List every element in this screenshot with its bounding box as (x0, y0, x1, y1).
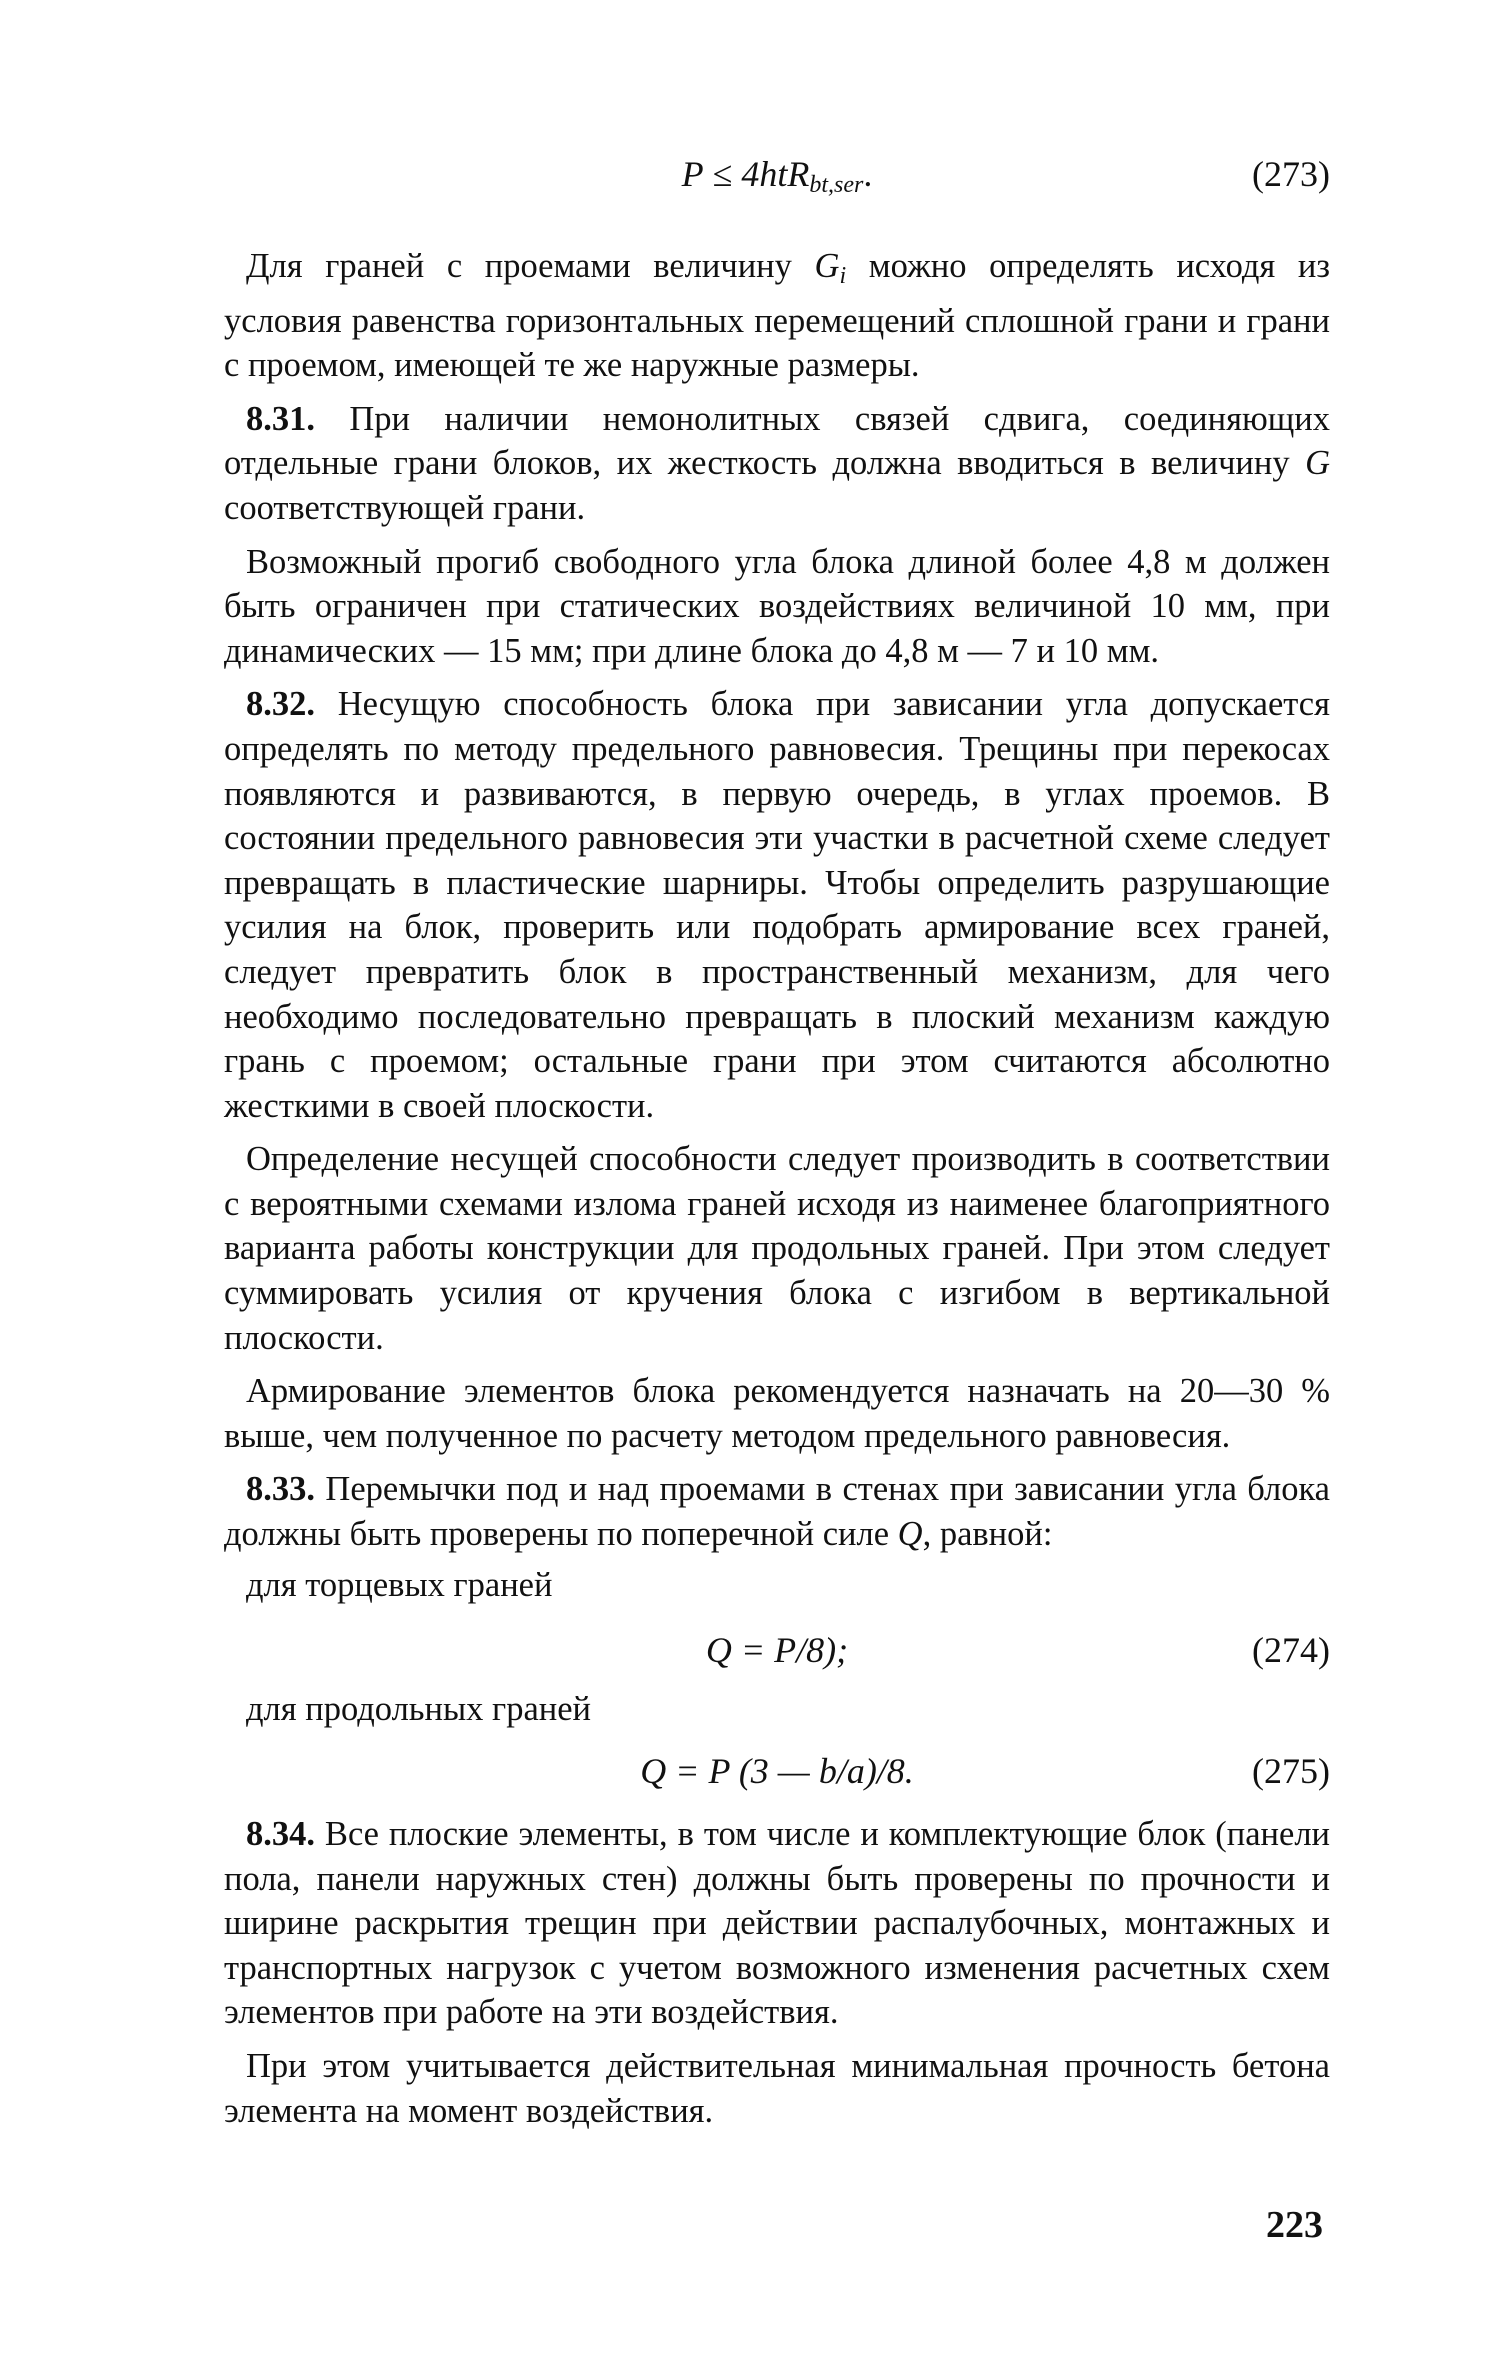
section-number-8-34: 8.34. (246, 1815, 315, 1853)
variable-g: G (814, 247, 840, 285)
body-text-end (224, 1812, 1330, 2142)
section-8-32-text: Несущую способность блока при зависании угла допускается определять по методу предельного равновесия. Трещины при перекосах появляются и развиваются, в первую очередь, в углах проемов. В состоянии предельного равновесия эти участки в расчетной схеме следует превращать в пластические шарниры. Чтобы определить разрушающие усилия на блок, проверить или подобрать армирование всех граней, следует превратить блок в пространственный механизм, для чего необходимо последовательно превращать в плоский механизм каждую грань с проемом; остальные грани при этом считаются абсолютно жесткими в своей плоскости. (224, 685, 1330, 1125)
section-8-33 (224, 1467, 1330, 1556)
section-number-8-31: 8.31. (246, 399, 315, 438)
section-number-8-33: 8.33. (246, 1470, 315, 1509)
paragraph-reinforcement: Армирование элементов блока рекомендуется назначать на 20—30 % выше, чем полученное по расчету методом предельного равновесия. (224, 1372, 1330, 1455)
section-8-31 (224, 397, 1330, 531)
label-end-faces-block (224, 1563, 1330, 1617)
label-long-faces: для продольных граней (246, 1690, 591, 1728)
paragraph-gi (224, 244, 1330, 388)
paragraph-deflection: Возможный прогиб свободного угла блока длиной более 4,8 м должен быть ограничен при статических воздействиях величиной 10 мм, при динамических — 15 мм; при длине блока до 4,8 м — 7 и 10 мм. (224, 542, 1330, 670)
formula-273-rhs: 4htR (741, 154, 810, 194)
variable-g-subscript: i (839, 263, 847, 289)
variable-g-8-31: G (1305, 444, 1330, 483)
section-8-33-post: , равной: (922, 1515, 1053, 1554)
section-8-33-pre: Перемычки под и над проемами в стенах при зависании угла блока должны быть проверены по поперечной силе (224, 1470, 1330, 1554)
paragraph-gi-pre: Для граней с проемами величину (246, 247, 815, 285)
page-number: 223 (1266, 2204, 1323, 2246)
paragraph-gi-post: можно определять исходя из условия равенства горизонтальных перемещений сплошной грани и грани с проемом, имеющей те же наружные размеры. (224, 247, 1330, 385)
label-end-faces: для торцевых граней (246, 1566, 553, 1604)
formula-273-relation: ≤ (703, 154, 742, 194)
formula-274-number: (274) (1252, 1630, 1330, 1670)
formula-273-lhs: P (681, 154, 704, 194)
formula-273-subscript: bt,ser (809, 172, 864, 198)
formula-275-expression: Q = P (3 — b/a)/8. (640, 1751, 914, 1791)
formula-273-expression (224, 146, 1330, 213)
paragraph-final: При этом учитывается действительная минимальная прочность бетона элемента на момент воздействия. (224, 2046, 1330, 2130)
formula-273-tail: . (863, 154, 873, 194)
variable-q: Q (897, 1515, 923, 1554)
body-text-main (224, 244, 1330, 1557)
section-8-31-pre: При наличии немонолитных связей сдвига, соединяющих отдельные грани блоков, их жесткость должна вводиться в величину (224, 399, 1330, 483)
formula-273 (224, 146, 1330, 202)
formula-275 (224, 1743, 1330, 1799)
paragraph-capacity: Определение несущей способности следует производить в соответствии с вероятными схемами излома граней исходя из наименее благоприятного варианта работы конструкции для продольных граней. При этом следует суммировать усилия от кручения блока с изгибом в вертикальной плоскости. (224, 1140, 1330, 1357)
formula-275-number: (275) (1252, 1751, 1330, 1791)
section-8-31-post: соответствующей грани. (224, 488, 586, 527)
label-long-faces-block (224, 1687, 1330, 1741)
section-8-34-text: Все плоские элементы, в том числе и комплектующие блок (панели пола, панели наружных стен) должны быть проверены по прочности и ширине раскрытия трещин при действии распалубочных, монтажных и транспортных нагрузок с учетом возможного изменения расчетных схем элементов при работе на эти воздействия. (224, 1815, 1330, 2032)
formula-273-number: (273) (1252, 154, 1330, 194)
section-8-34 (224, 1812, 1330, 2035)
formula-274-expression: Q = P/8); (705, 1630, 849, 1670)
formula-274 (224, 1622, 1330, 1678)
section-number-8-32: 8.32. (246, 685, 315, 724)
section-8-32 (224, 682, 1330, 1128)
